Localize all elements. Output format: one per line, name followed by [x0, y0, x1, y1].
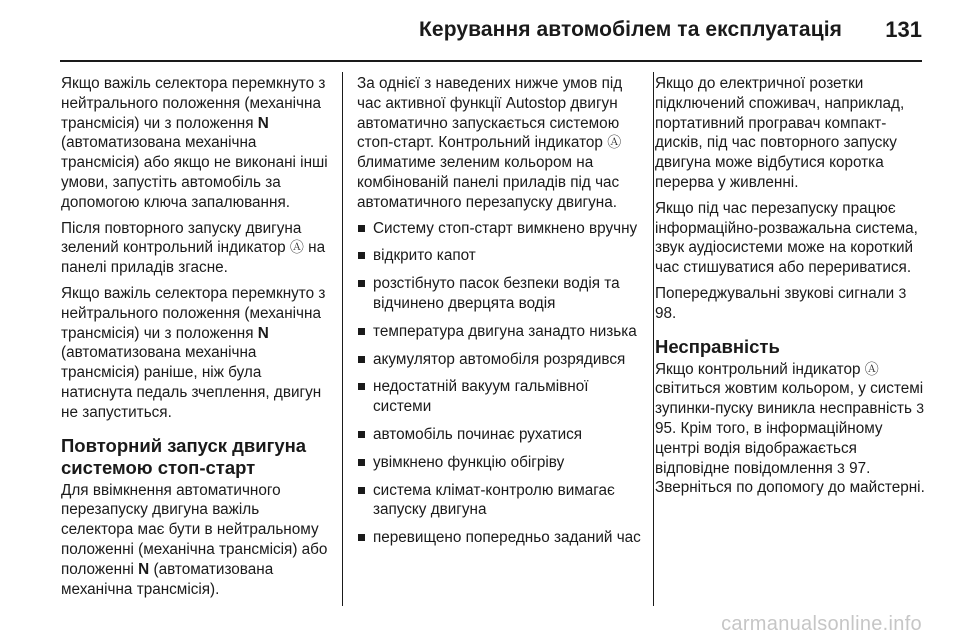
column-2: [357, 74, 647, 556]
column-1: [61, 74, 333, 605]
autostop-indicator-icon: Ⓐ: [864, 360, 879, 377]
restart-conditions-list: [357, 219, 647, 548]
paragraph: Після повторного запуску двигуна зелений контрольний індикатор Ⓐ на панелі приладів згасне.: [61, 219, 326, 277]
page-number: 131: [885, 17, 922, 42]
list-item: недостатній вакуум гальмівної системи: [357, 377, 647, 417]
page-ref-link[interactable]: 98.: [655, 304, 677, 322]
section-heading-malfunction: Несправність: [655, 335, 780, 357]
autostop-indicator-icon: Ⓐ: [289, 239, 304, 256]
list-item: перевищено попередньо заданий час: [357, 528, 647, 548]
list-item: відкрито капот: [357, 246, 647, 266]
page-header: [0, 0, 960, 62]
watermark: carmanualsonline.info: [721, 613, 922, 635]
list-item: розстібнуто пасок безпеки водія та відчинено дверцята водія: [357, 274, 647, 314]
paragraph: Якщо важіль селектора перемкнуто з нейтрального положення (механічна трансмісія) чи з положення N (автоматизована механічна трансмісія) або якщо не виконані інші умови, запустіть автомобіль за допомогою ключа запалювання.: [61, 75, 328, 211]
list-item: температура двигуна занадто низька: [357, 322, 647, 342]
autostop-indicator-icon: Ⓐ: [607, 134, 622, 151]
paragraph: За однієї з наведених нижче умов під час активної функції Autostop двигун автоматично запускається системою стоп-старт. Контрольний індикатор Ⓐ блиматиме зеленим кольором на комбінованій панелі приладів під час автоматичного перезапуску двигуна.: [357, 75, 623, 211]
paragraph: Попереджувальні звукові сигнали 3 98.: [655, 284, 907, 322]
page-title: Керування автомобілем та експлуатація: [419, 18, 842, 41]
section-heading-restart: Повторний запуск двигуна системою стоп-старт: [61, 434, 307, 478]
column-3: [655, 74, 927, 504]
gear-position-n: N: [257, 114, 269, 132]
page-ref-link[interactable]: 97. Зверніться по допомогу до майстерні.: [655, 459, 925, 497]
page-ref-icon: 3: [837, 459, 845, 476]
page-ref-link[interactable]: 95. Крім того, в інформаційному центрі водія відображається відповідне повідомлення: [655, 419, 883, 477]
gear-position-n: N: [257, 324, 269, 342]
page-ref-icon: 3: [916, 400, 925, 417]
header-divider: [60, 60, 922, 62]
gear-position-n: N: [138, 560, 150, 578]
list-item: акумулятор автомобіля розрядився: [357, 350, 647, 370]
paragraph: Якщо під час перезапуску працює інформаційно-розважальна система, звук аудіосистеми може на короткий час стишуватися або перериватися.: [655, 199, 918, 277]
column-divider-1: [342, 72, 343, 606]
list-item: увімкнено функцію обігріву: [357, 453, 647, 473]
list-item: система клімат-контролю вимагає запуску двигуна: [357, 481, 647, 521]
paragraph: Для ввімкнення автоматичного перезапуску двигуна важіль селектора має бути в нейтральному положенні (механічна трансмісія) або положенні N (автоматизована механічна трансмісія).: [61, 481, 328, 598]
column-divider-2: [653, 72, 654, 606]
paragraph: Якщо до електричної розетки підключений споживач, наприклад, портативний програвач компакт-дисків, під час повторного запуску двигуна може відбутися коротка перерва у живленні.: [655, 75, 905, 191]
list-item: Систему стоп-старт вимкнено вручну: [357, 219, 647, 239]
paragraph: Якщо важіль селектора перемкнуто з нейтрального положення (механічна трансмісія) чи з положення N (автоматизована механічна трансмісія) раніше, ніж була натиснута педаль зчеплення, двигун не запуститься.: [61, 284, 326, 421]
page-ref-icon: 3: [898, 284, 907, 301]
paragraph: Якщо контрольний індикатор Ⓐ світиться жовтим кольором, у системі зупинки-пуску виникла несправність 3 95. Крім того, в інформаційному центрі водія відображається відповідне повідомлення 3 97. Зверніться по допомогу до майстерні.: [655, 360, 925, 497]
list-item: автомобіль починає рухатися: [357, 425, 647, 445]
